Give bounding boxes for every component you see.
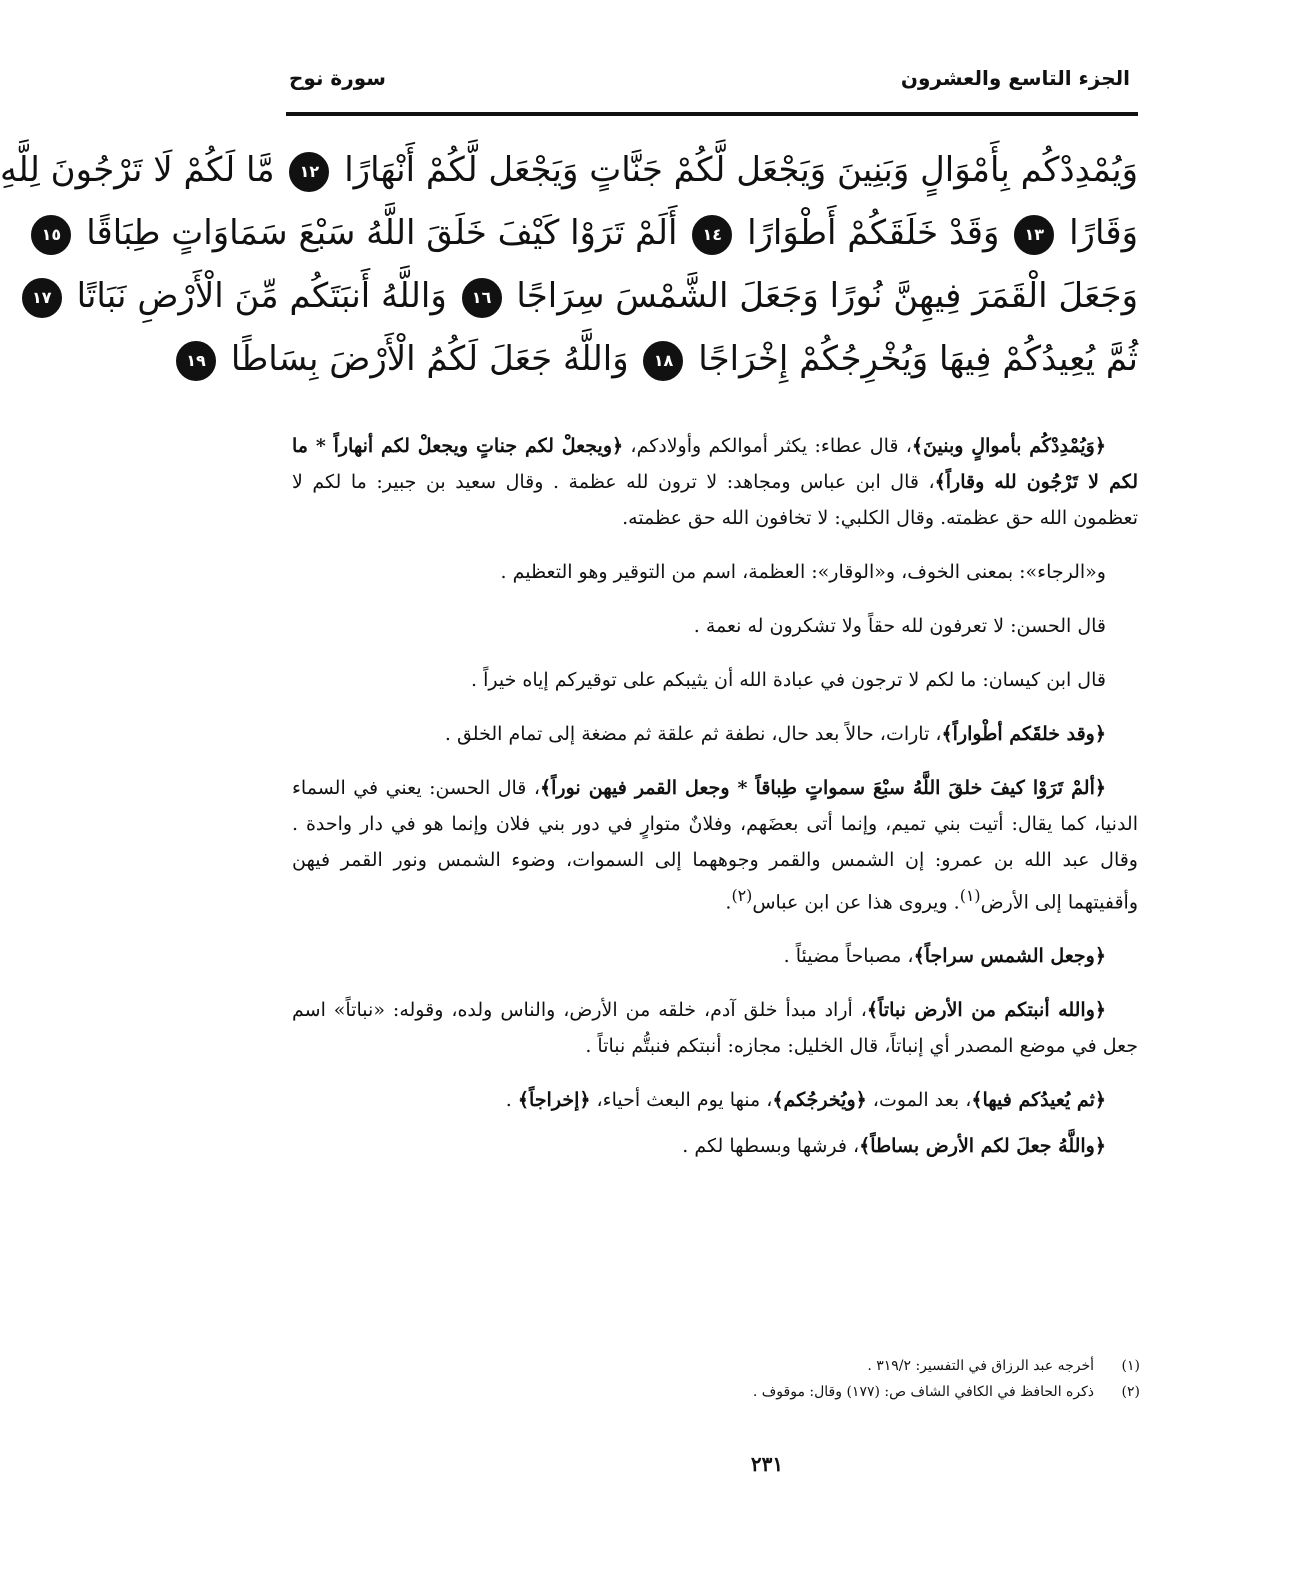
commentary-run: . ويروى هذا عن ابن عباس	[752, 891, 960, 914]
footnote-reference: (١)	[959, 886, 981, 905]
commentary-run: ، مصباحاً مضيئاً .	[783, 945, 914, 968]
commentary-paragraph	[292, 608, 1138, 644]
commentary-paragraph	[292, 554, 1138, 590]
commentary-run: ، منها يوم البعث أحياء،	[590, 1089, 773, 1112]
quoted-verse: ﴿والله أنبتكم من الأرض نباتاً﴾	[866, 999, 1107, 1022]
commentary-run: ، فرشها وبسطها لكم .	[682, 1135, 860, 1158]
commentary-run: قال الحسن: لا تعرفون لله حقاً ولا تشكرون له نعمة .	[693, 615, 1106, 637]
header-divider	[286, 112, 1138, 116]
ayah-text: وَاللَّهُ أَنبَتَكُم مِّنَ الْأَرْضِ نَبَاتًا	[76, 276, 447, 316]
quoted-verse: ﴿ويجعلْ لكم جناتٍ ويجعلْ لكم أنهاراً * ما لكم لا تَرْجُون لله وقاراً﴾	[292, 435, 1138, 493]
ayah-text: وَاللَّهُ جَعَلَ لَكُمُ الْأَرْضَ بِسَاطًا	[230, 339, 629, 379]
commentary-run: ، أراد مبدأ خلق آدم، خلقه من الأرض، والناس ولده، وقوله: «نباتاً» اسم جعل في موضع المصدر أي إنباتاً، قال الخليل: مجازه: أنبتكم فنبتُّم نباتاً .	[292, 999, 1138, 1058]
chapter-title: الجزء التاسع والعشرون	[900, 66, 1130, 90]
page-number: ٢٣١	[750, 1452, 784, 1476]
quoted-verse: ﴿وجعل الشمس سراجاً﴾	[913, 945, 1106, 968]
ayah-number-marker: ١٣	[1014, 215, 1054, 255]
ayah-line	[0, 140, 1138, 203]
commentary-paragraph	[292, 1082, 1138, 1118]
ayah-text: مَّا لَكُمْ لَا تَرْجُونَ لِلَّهِ	[0, 150, 275, 190]
quoted-verse: ﴿ثم يُعيدُكم فيها﴾	[971, 1089, 1106, 1112]
ayah-number-marker: ١٤	[692, 215, 732, 255]
quoted-verse: ﴿ألمْ تَرَوْا كيفَ خلقَ اللَّهُ سبْعَ سمواتٍ طِباقاً * وجعل القمر فيهن نوراً﴾	[540, 777, 1106, 799]
commentary-paragraph	[292, 770, 1138, 920]
commentary-run: قال ابن كيسان: ما لكم لا ترجون في عبادة الله أن يثيبكم على توقيركم إياه خيراً .	[471, 669, 1106, 691]
commentary-paragraph	[292, 938, 1138, 974]
footnote-reference: (٢)	[731, 886, 753, 905]
ayah-line	[41, 203, 1138, 266]
commentary-run: ، بعد الموت،	[866, 1089, 972, 1112]
commentary-paragraph	[292, 662, 1138, 698]
commentary-run: ، قال عطاء: يكثر أموالكم وأولادكم،	[623, 435, 912, 457]
quoted-verse: ﴿إخراجاً﴾	[517, 1089, 591, 1112]
commentary-run: ، قال الحسن: يعني في السماء الدنيا، كما يقال: أتيت بني تميم، وإنما أتى بعضَهم، وفلانٌ متوارٍ في دور بني فلان وإنما هو في دار واحدة . وقال عبد الله بن عمرو: إن الشمس والقمر وجوههما إلى السموات، وضوء الشمس ونور القمر فيهن وأقفيتهما إلى الأرض	[292, 777, 1138, 914]
ayah-number-marker: ١٧	[22, 278, 62, 318]
footnote-text: أخرجه عبد الرزاق في التفسير: ٣١٩/٢ .	[867, 1358, 1094, 1374]
commentary-run: .	[505, 1089, 518, 1112]
quoted-verse: ﴿وَيُمْدِدْكُم بأموالٍ وبنينَ﴾	[911, 435, 1106, 457]
ayah-text: وَقَدْ خَلَقَكُمْ أَطْوَارًا	[747, 213, 1000, 253]
ayah-number-marker: ١٥	[31, 215, 71, 255]
ayah-line	[32, 266, 1138, 329]
commentary-run: .	[725, 891, 732, 914]
footnote	[594, 1353, 1140, 1379]
commentary-paragraph	[292, 1128, 1138, 1164]
quoted-verse: ﴿وقد خلقَكم أطْواراً﴾	[941, 723, 1106, 745]
ayah-line	[186, 329, 1138, 392]
ayah-text: وَيُمْدِدْكُم بِأَمْوَالٍ وَبَنِينَ وَيَجْعَل لَّكُمْ جَنَّاتٍ وَيَجْعَل لَّكُمْ أَنْهَارًا	[344, 150, 1138, 190]
ayah-text: وَجَعَلَ الْقَمَرَ فِيهِنَّ نُورًا وَجَعَلَ الشَّمْسَ سِرَاجًا	[516, 276, 1138, 316]
commentary-paragraph	[292, 992, 1138, 1064]
commentary-run: ، قال ابن عباس ومجاهد: لا ترون لله عظمة . وقال سعيد بن جبير: ما لكم لا تعظمون الله حق عظمته. وقال الكلبي: لا تخافون الله حق عظمته.	[292, 471, 1138, 529]
footnote	[594, 1379, 1140, 1405]
ayah-number-marker: ١٢	[289, 152, 329, 192]
commentary-run: و«الرجاء»: بمعنى الخوف، و«الوقار»: العظمة، اسم من التوقير وهو التعظيم .	[500, 561, 1106, 583]
ayah-text: وَقَارًا	[1069, 213, 1138, 253]
commentary-text	[292, 428, 1138, 1182]
quoted-verse: ﴿واللَّهُ جعلَ لكم الأرض بساطاً﴾	[859, 1135, 1106, 1158]
commentary-run: ، تارات، حالاً بعد حال، نطفة ثم علقة ثم مضغة إلى تمام الخلق .	[444, 723, 942, 745]
commentary-paragraph	[292, 716, 1138, 752]
footnote-number: (١)	[1121, 1358, 1140, 1374]
ayah-text: ثُمَّ يُعِيدُكُمْ فِيهَا وَيُخْرِجُكُمْ إِخْرَاجًا	[698, 339, 1138, 379]
surah-title: سورة نوح	[289, 66, 386, 90]
footnote-number: (٢)	[1121, 1384, 1140, 1400]
running-head	[289, 58, 1130, 98]
ayah-number-marker: ١٩	[176, 341, 216, 381]
footnote-text: ذكره الحافظ في الكافي الشاف ص: (١٧٧) وقال: موقوف .	[752, 1384, 1094, 1400]
quran-verses	[0, 140, 1138, 392]
quoted-verse: ﴿ويُخرجُكم﴾	[772, 1089, 867, 1112]
ayah-number-marker: ١٨	[643, 341, 683, 381]
ayah-text: أَلَمْ تَرَوْا كَيْفَ خَلَقَ اللَّهُ سَبْعَ سَمَاوَاتٍ طِبَاقًا	[86, 213, 678, 253]
ayah-number-marker: ١٦	[462, 278, 502, 318]
footnotes	[594, 1353, 1140, 1405]
commentary-paragraph	[292, 428, 1138, 536]
